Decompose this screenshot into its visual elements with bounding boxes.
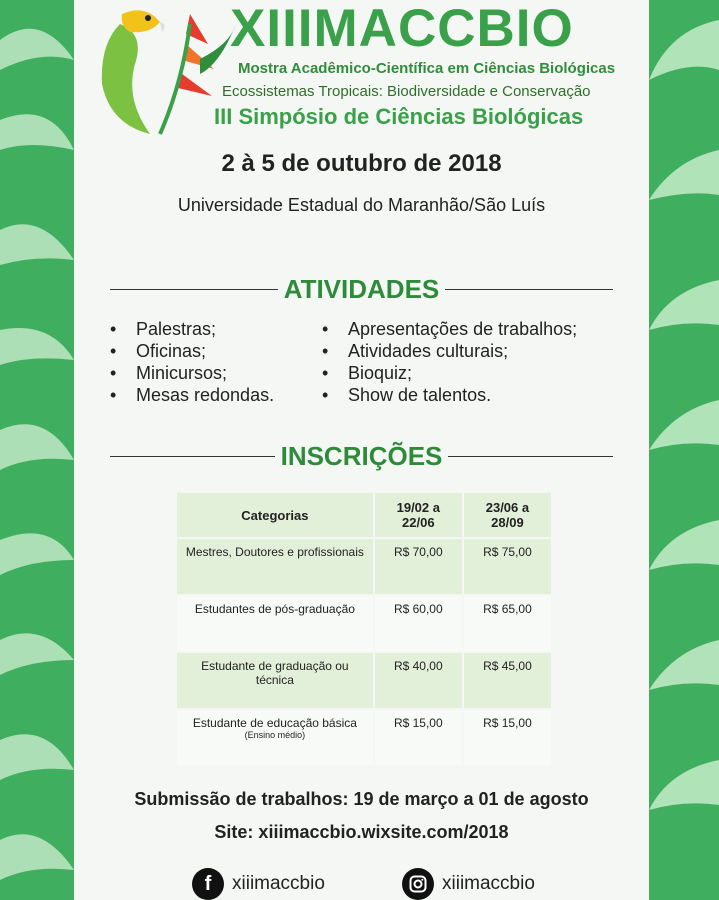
event-theme: Ecossistemas Tropicais: Biodiversidade e Conservação	[222, 83, 591, 100]
category-cell: Mestres, Doutores e profissionais	[177, 539, 373, 594]
submission-dates: Submissão de trabalhos: 19 de março a 01 de agosto	[134, 789, 589, 809]
list-item: • Palestras;	[110, 319, 217, 339]
price-cell: R$ 40,00	[375, 653, 462, 708]
facebook-handle: xiiimaccbio	[232, 873, 325, 894]
event-venue: Universidade Estadual do Maranhão/São Luís	[177, 195, 546, 215]
event-date: 2 à 5 de outubro de 2018	[221, 150, 502, 177]
table-row	[177, 653, 551, 708]
table-row	[177, 710, 551, 765]
facebook-link[interactable]	[192, 868, 325, 900]
table-row	[177, 596, 551, 651]
symposium-title: III Simpósio de Ciências Biológicas	[214, 104, 584, 129]
activities-heading	[110, 274, 613, 305]
activities-heading-label: ATIVIDADES	[283, 274, 440, 304]
website-link[interactable]: Site: xiiimaccbio.wixsite.com/2018	[214, 822, 509, 842]
divider	[448, 456, 613, 457]
event-subtitle: Mostra Acadêmico-Científica em Ciências Biológicas	[238, 60, 616, 77]
list-item: • Oficinas;	[110, 341, 207, 361]
activities-list-right	[322, 318, 577, 406]
table-header	[177, 493, 551, 537]
facebook-icon: f	[192, 868, 224, 900]
price-cell: R$ 60,00	[375, 596, 462, 651]
registration-heading	[110, 441, 613, 472]
column-header: 19/02 a 22/06	[375, 493, 462, 537]
table-row	[177, 539, 551, 594]
list-item: • Mesas redondas.	[110, 385, 275, 405]
list-item: • Minicursos;	[110, 363, 228, 383]
divider	[110, 456, 275, 457]
poster	[74, 0, 649, 900]
price-cell: R$ 45,00	[464, 653, 551, 708]
divider	[110, 289, 278, 290]
price-table	[175, 491, 553, 767]
instagram-icon	[402, 868, 434, 900]
activities-list-left	[110, 318, 274, 406]
list-item: • Bioquiz;	[322, 363, 413, 383]
instagram-handle: xiiimaccbio	[442, 873, 535, 894]
registration-heading-label: INSCRIÇÕES	[280, 441, 443, 471]
column-header: 23/06 a 28/09	[464, 493, 551, 537]
category-cell: Estudante de graduação ou técnica	[177, 653, 373, 708]
column-header: Categorias	[177, 493, 373, 537]
price-cell: R$ 65,00	[464, 596, 551, 651]
price-cell: R$ 15,00	[375, 710, 462, 765]
right-leaf-border	[649, 0, 719, 900]
list-item: • Atividades culturais;	[322, 341, 509, 361]
category-note: (Ensino médio)	[244, 730, 306, 740]
category-cell: Estudantes de pós-graduação	[177, 596, 373, 651]
instagram-link[interactable]	[402, 868, 535, 900]
left-leaf-border	[0, 0, 74, 900]
divider	[445, 289, 613, 290]
list-item: • Show de talentos.	[322, 385, 492, 405]
price-cell: R$ 15,00	[464, 710, 551, 765]
category-label: Estudante de educação básica	[192, 716, 357, 730]
event-title: XIIIMACCBIO	[230, 0, 574, 58]
category-cell	[177, 710, 373, 765]
price-cell: R$ 75,00	[464, 539, 551, 594]
list-item: • Apresentações de trabalhos;	[322, 319, 578, 339]
price-cell: R$ 70,00	[375, 539, 462, 594]
